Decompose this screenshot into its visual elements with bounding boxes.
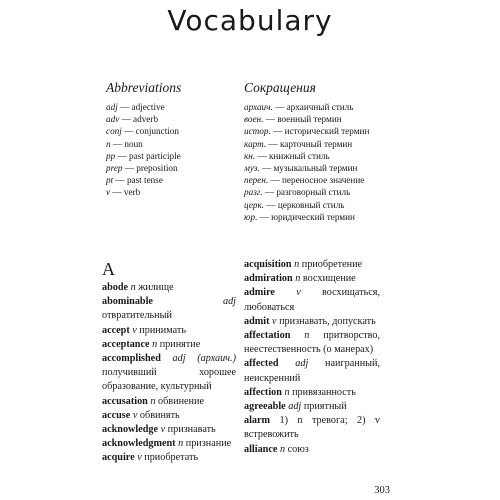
section-letter: A [102, 259, 115, 279]
dictionary-entry [244, 315, 380, 329]
abbreviation-value: — conjunction [124, 126, 179, 137]
definition: наигранный, неискренний [244, 358, 381, 384]
abbreviation-value: — verb [112, 187, 141, 198]
headword: acquire [102, 452, 135, 464]
abbreviation-key: юр. [244, 211, 258, 222]
abbreviation-key: карт. [244, 138, 267, 149]
abbreviation-item [244, 150, 414, 162]
definition: 1) n тревога; 2) v встревожить [244, 415, 381, 441]
dictionary-entry [102, 451, 236, 465]
abbreviation-item [244, 199, 414, 211]
abbreviation-key: prep [106, 163, 123, 174]
headword: agreeable [244, 401, 286, 413]
headword: alliance [244, 443, 278, 455]
dictionary-entry [244, 357, 380, 385]
dictionary-entry [102, 324, 236, 338]
part-of-speech: v [272, 315, 277, 327]
abbreviation-key: conj [106, 126, 122, 137]
part-of-speech: adj (архаич.) [172, 353, 236, 365]
abbreviations-russian [244, 80, 414, 223]
dictionary-entry [244, 329, 380, 357]
abbreviation-key: pt [106, 175, 114, 186]
abbreviation-key: n [106, 138, 111, 149]
dictionary-column-left [102, 258, 236, 466]
abbreviation-item [244, 186, 414, 198]
part-of-speech: n [284, 386, 290, 398]
definition: союз [287, 443, 309, 455]
headword: accuse [102, 409, 131, 421]
definition: восхищаться, любоваться [244, 287, 381, 313]
dictionary-entry [102, 395, 236, 409]
headword: acknowledgment [102, 438, 176, 450]
part-of-speech: n [304, 330, 310, 342]
headword: accusation [102, 395, 148, 407]
headword: abominable [102, 296, 153, 308]
part-of-speech: n [152, 338, 158, 350]
dictionary-entry [244, 414, 380, 442]
dictionary-entry [102, 409, 236, 423]
abbreviations-list-ru [244, 101, 414, 223]
abbreviation-item [244, 125, 414, 137]
part-of-speech: n [150, 395, 156, 407]
abbreviation-item [244, 101, 414, 113]
part-of-speech: adj [222, 296, 236, 308]
abbreviation-key: adj [106, 102, 118, 112]
dictionary-entry [244, 443, 380, 457]
abbreviation-value: — исторический термин [273, 126, 370, 137]
dictionary-entry [244, 272, 380, 286]
part-of-speech: n [279, 443, 286, 455]
definition: жилище [138, 282, 174, 293]
part-of-speech: v [160, 424, 166, 436]
definition: обвинение [158, 395, 204, 407]
headword: admiration [244, 273, 293, 285]
dictionary-entry [102, 352, 236, 395]
headword: admire [244, 287, 275, 299]
abbreviation-item [244, 113, 414, 125]
headword: accept [102, 324, 130, 336]
abbreviation-value: — переносное значение [270, 175, 365, 186]
abbreviations-heading: Abbreviations [106, 80, 182, 95]
abbreviation-key: разг. [244, 187, 263, 198]
abbreviation-key: церк. [244, 199, 265, 210]
part-of-speech: adj [288, 401, 302, 413]
definition: признавать, допускать [279, 315, 376, 327]
part-of-speech: adj [295, 358, 309, 370]
definition: привязанность [292, 386, 356, 398]
abbreviation-item [244, 174, 414, 186]
abbreviation-value: — adverb [121, 114, 159, 125]
dictionary-entry [244, 386, 380, 400]
abbreviation-item [244, 162, 414, 174]
definition: отвратительный [102, 310, 172, 322]
headword: accomplished [102, 353, 161, 365]
dictionary-entry [244, 400, 380, 414]
definition: приятный [303, 401, 347, 413]
abbreviation-key: v [106, 187, 111, 198]
abbreviation-value: — preposition [124, 163, 178, 174]
abbreviation-key: перен. [244, 175, 269, 186]
dictionary-entry [244, 258, 380, 272]
abbreviation-value: — книжный стиль [257, 150, 330, 161]
definition: признание [185, 438, 232, 450]
abbreviation-value: — noun [112, 138, 143, 149]
page-title: Vocabulary [167, 4, 333, 37]
page-number: 303 [374, 485, 390, 496]
headword: affectation [244, 330, 291, 342]
dictionary-entry [102, 423, 236, 437]
headword: acceptance [102, 338, 150, 350]
headword: acknowledge [102, 424, 159, 436]
definition: обвинять [139, 409, 180, 421]
part-of-speech: v [132, 409, 138, 421]
abbreviation-value: — карточный термин [268, 138, 353, 149]
dictionary-entry [102, 281, 236, 295]
dictionary-entry [244, 286, 380, 314]
dictionary-column-right [244, 258, 380, 457]
headword: acquisition [244, 259, 292, 270]
part-of-speech: v [296, 287, 301, 299]
headword: affection [244, 386, 282, 398]
entries-list-left [102, 281, 236, 466]
part-of-speech: n [294, 259, 300, 270]
abbreviation-value: — разговорный стиль [264, 187, 351, 198]
headword: abode [102, 282, 129, 293]
definition: восхищение [302, 273, 356, 285]
abbreviation-value: — музыкальный термин [262, 163, 358, 174]
abbreviation-key: кн. [244, 150, 256, 161]
part-of-speech: v [137, 452, 142, 464]
headword: affected [244, 358, 279, 370]
definition: принятие [159, 338, 201, 350]
dictionary-entry [102, 338, 236, 352]
definition: принимать [139, 324, 186, 336]
abbreviation-key: архаич. [244, 102, 273, 112]
abbreviation-value: — юридический термин [259, 211, 355, 222]
definition: признавать [167, 424, 216, 436]
part-of-speech: n [130, 282, 136, 293]
abbreviation-item [244, 138, 414, 150]
part-of-speech: n [178, 438, 184, 450]
part-of-speech: n [295, 273, 301, 285]
definition: получивший хорошее образование, культурный [102, 367, 236, 393]
dictionary-entry [102, 437, 236, 451]
abbreviation-value: — past tense [115, 175, 163, 186]
abbreviation-item [244, 211, 414, 223]
abbreviation-key: истор. [244, 126, 271, 137]
abbreviation-value: — adjective [120, 102, 165, 112]
dictionary-entry [102, 295, 236, 323]
abbreviation-value: — военный термин [265, 114, 342, 125]
abbreviation-key: pp [106, 150, 116, 161]
headword: alarm [244, 415, 271, 427]
definition: приобретение [301, 259, 363, 270]
abbreviations-heading-ru: Сокращения [244, 80, 316, 95]
abbreviation-value: — past participle [117, 150, 181, 161]
definition: притворство, неестественность (о манерах) [244, 330, 381, 356]
definition: приобретать [144, 452, 199, 464]
headword: admit [244, 315, 270, 327]
abbreviation-key: муз. [244, 163, 260, 174]
abbreviation-key: воен. [244, 114, 264, 125]
entries-list-right [244, 258, 380, 457]
abbreviation-value: — церковный стиль [266, 199, 345, 210]
part-of-speech: v [132, 324, 137, 336]
abbreviation-value: — архаичный стиль [275, 102, 354, 112]
abbreviation-key: adv [106, 114, 120, 125]
